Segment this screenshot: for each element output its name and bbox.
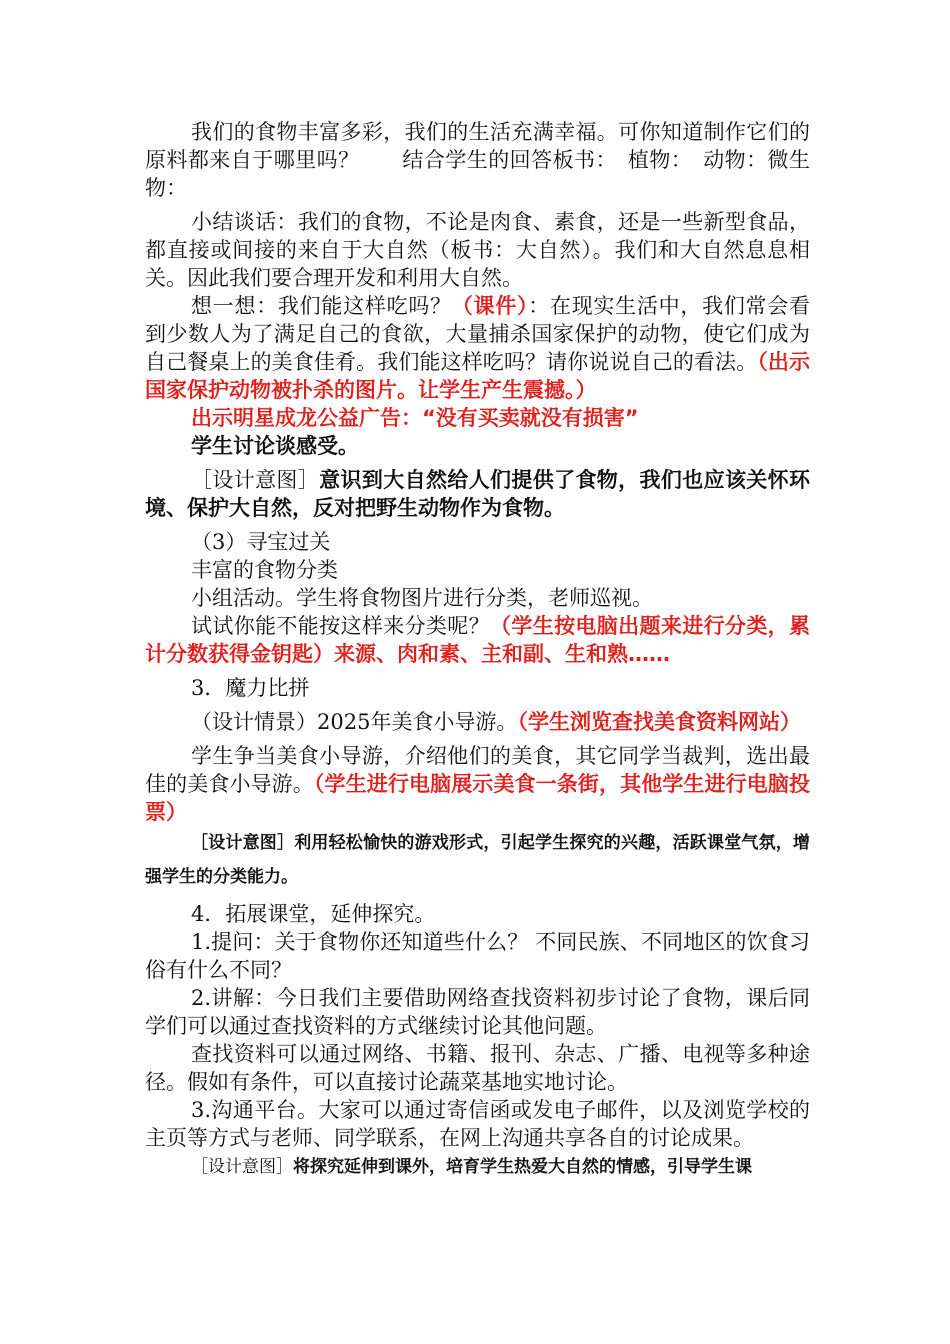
paragraph-think [145, 292, 810, 404]
design-intent-label: ［设计意图］ [191, 468, 320, 492]
paragraph-food-classification: 丰富的食物分类 [191, 558, 338, 582]
think-body: ：在现实生活中，我们常会看到少数人为了满足自己的食欲，大量捕杀国家保护的动物，使它们成为自己餐桌上的美食佳肴。我们能这样吃吗？请你说说自己的看法。 [145, 294, 811, 374]
computer-classify-note: （学生按电脑出题来进行分类，累计分数获得金钥匙）来源、肉和素、主和副、生和熟…… [145, 614, 810, 666]
paragraph-design-intent-3 [145, 1152, 810, 1182]
show-images-note: （出示国家保护动物被扑杀的图片。让学生产生震撼。） [145, 350, 811, 402]
paragraph-food-guide [145, 742, 810, 826]
paragraph-communication: 3.沟通平台。大家可以通过寄信函或发电子邮件，以及浏览学校的主页等方式与老师、同学联系，在网上沟通共享各自的讨论成果。 [145, 1098, 810, 1150]
food-guide-text: 学生争当美食小导游，介绍他们的美食，其它同学当裁判，选出最佳的美食小导游。 [145, 744, 810, 796]
computer-vote-note: （学生进行电脑展示美食一条街，其他学生进行电脑投票） [145, 772, 811, 824]
design-intent-label-3: ［设计意图］ [191, 1157, 293, 1177]
design-intent-body: 意识到大自然给人们提供了食物，我们也应该关怀环境、保护大自然，反对把野生动物作为食物。 [145, 468, 811, 520]
scenario-text: （设计情景）2025年美食小导游。 [191, 710, 518, 734]
try-question: 试试你能不能按这样来分类呢？ [191, 614, 490, 638]
paragraph-try-classify [145, 612, 810, 668]
paragraph-explain: 2.讲解：今日我们主要借助网络查找资料初步讨论了食物，课后同学们可以通过查找资料的方式继续讨论其他问题。 [145, 986, 810, 1038]
document-page [145, 118, 810, 1182]
paragraph-food-origin: 我们的食物丰富多彩，我们的生活充满幸福。可你知道制作它们的原料都来自于哪里吗？ 结合学生的回答板书： 植物： 动物：微生物： [145, 120, 810, 200]
section-heading-magic-contest: 3．魔力比拼 [191, 676, 310, 700]
paragraph-research: 查找资料可以通过网络、书籍、报刊、杂志、广播、电视等多种途径。假如有条件，可以直接讨论蔬菜基地实地讨论。 [145, 1042, 810, 1094]
paragraph-question: 1.提问：关于食物你还知道些什么？ 不同民族、不同地区的饮食习俗有什么不同？ [145, 930, 810, 982]
paragraph-scenario [145, 708, 810, 736]
paragraph-ad: 出示明星成龙公益广告：“没有买卖就没有损害” [191, 406, 639, 430]
browse-website-note: （学生浏览查找美食资料网站） [517, 710, 801, 734]
paragraph-discussion: 学生讨论谈感受。 [191, 434, 359, 458]
paragraph-design-intent-2: ［设计意图］利用轻松愉快的游戏形式，引起学生探究的兴趣，活跃课堂气氛，增强学生的分类能力。 [145, 833, 810, 887]
think-question: 想一想：我们能这样吃吗？ [191, 294, 452, 318]
design-intent-body-3: 将探究延伸到课外，培育学生热爱大自然的情感，引导学生课 [293, 1157, 752, 1177]
courseware-note: （课件） [451, 294, 529, 318]
section-heading-extend: 4．拓展课堂，延伸探究。 [191, 902, 436, 926]
paragraph-design-intent-1 [145, 466, 810, 522]
paragraph-summary: 小结谈话：我们的食物，不论是肉食、素食，还是一些新型食品，都直接或间接的来自于大自然（板书：大自然）。我们和大自然息息相关。因此我们要合理开发和利用大自然。 [145, 210, 810, 290]
paragraph-group-activity: 小组活动。学生将食物图片进行分类，老师巡视。 [191, 586, 653, 610]
paragraph-treasure-hunt: （3）寻宝过关 [191, 530, 331, 554]
